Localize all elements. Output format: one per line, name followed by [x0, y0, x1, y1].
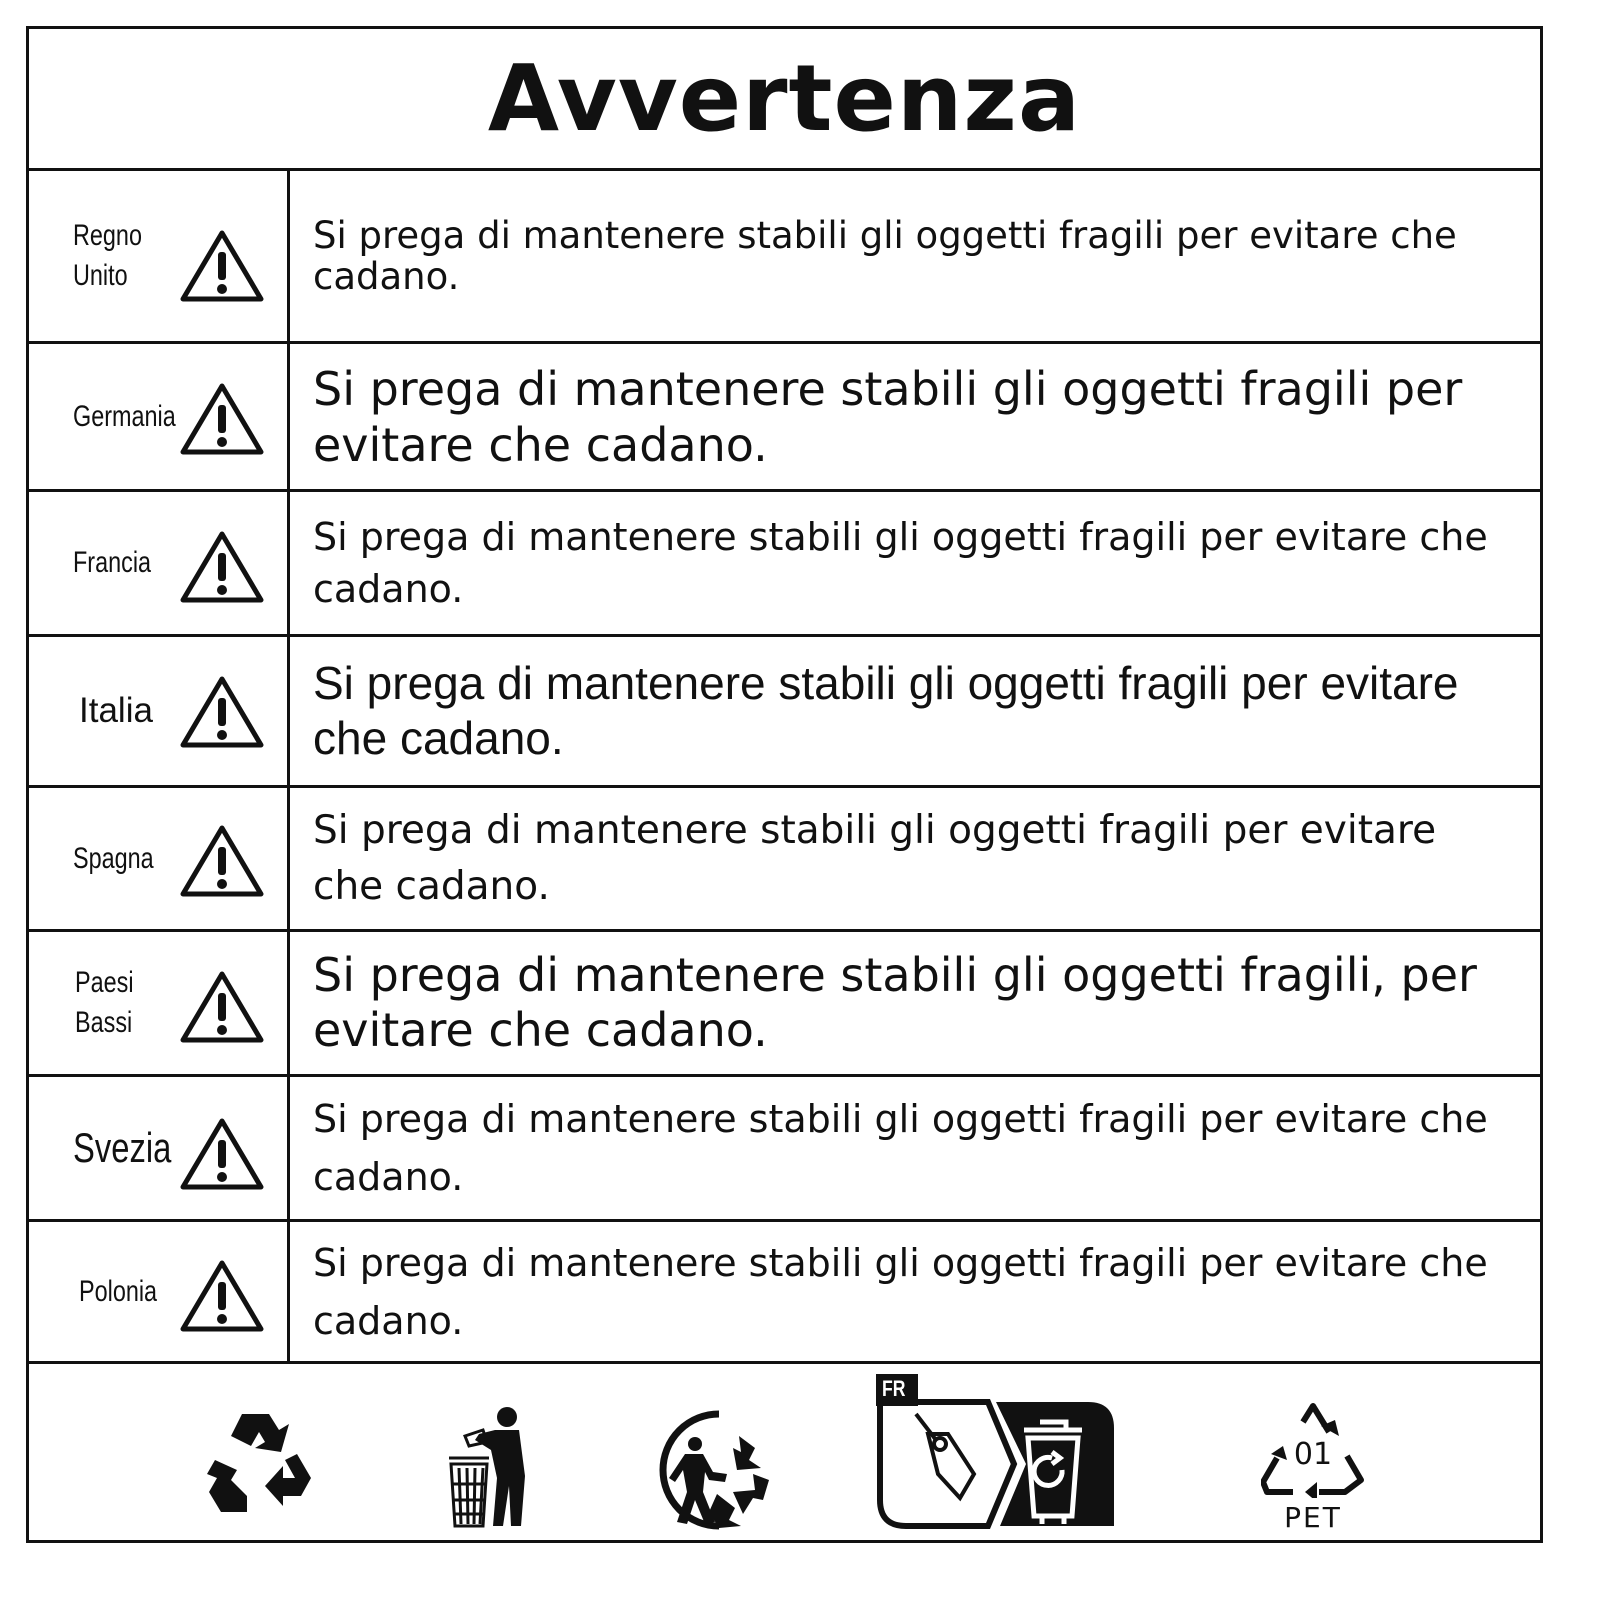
country-label: Francia [73, 546, 152, 579]
table-row [29, 1222, 1540, 1364]
warning-message: Si prega di mantenere stabili gli oggetti fragili per evitare che cadano. [313, 214, 1457, 298]
warning-triangle-icon [177, 673, 267, 751]
warning-triangle-icon [177, 528, 267, 606]
warning-message: Si prega di mantenere stabili gli oggetti fragili per evitare che cadano. [313, 807, 1437, 909]
fr-label: FR [882, 1376, 906, 1401]
country-label: Paesi Bassi [75, 966, 134, 1039]
table-row [29, 171, 1540, 344]
warning-message: Si prega di mantenere stabili gli oggetti fragili per evitare che cadano. [313, 515, 1488, 611]
page-title: Avvertenza [487, 44, 1082, 152]
warning-triangle-icon [177, 968, 267, 1046]
country-label: Polonia [79, 1274, 158, 1308]
table-row [29, 788, 1540, 932]
info-tri-fr-icon [876, 1374, 1116, 1530]
warning-message: Si prega di mantenere stabili gli oggetti fragili per evitare che cadano. [313, 361, 1463, 472]
warning-triangle-icon [177, 227, 267, 305]
recycle-icon [207, 1408, 313, 1516]
warning-message: Si prega di mantenere stabili gli oggetti fragili per evitare che cadano. [313, 1097, 1488, 1199]
pet-label: PET [1284, 1501, 1342, 1534]
country-label: Germania [73, 399, 176, 433]
pet-recycling-code-icon [1261, 1402, 1365, 1536]
table-row [29, 637, 1540, 788]
warning-triangle-icon [177, 380, 267, 458]
warning-triangle-icon [177, 1115, 267, 1193]
warning-triangle-icon [177, 822, 267, 900]
warning-message: Si prega di mantenere stabili gli oggetti fragili per evitare che cadano. [313, 1240, 1488, 1343]
table-row [29, 492, 1540, 637]
warning-message: Si prega di mantenere stabili gli oggetti fragili, per evitare che cadano. [313, 948, 1477, 1057]
warning-message: Si prega di mantenere stabili gli oggetti fragili per evitare che cadano. [313, 657, 1459, 764]
table-row [29, 344, 1540, 492]
country-label: Regno Unito [73, 219, 142, 292]
title-cell [29, 29, 1540, 171]
warning-label [26, 26, 1543, 1543]
warning-triangle-icon [177, 1257, 267, 1335]
country-label: Spagna [73, 841, 154, 875]
country-label: Italia [79, 691, 153, 730]
table-row [29, 1077, 1540, 1222]
tidyman-icon [447, 1406, 537, 1528]
pet-code: 01 [1293, 1437, 1333, 1472]
triman-icon [657, 1408, 771, 1530]
recycling-symbols [29, 1364, 1540, 1540]
table-row [29, 932, 1540, 1077]
country-label: Svezia [73, 1124, 172, 1171]
